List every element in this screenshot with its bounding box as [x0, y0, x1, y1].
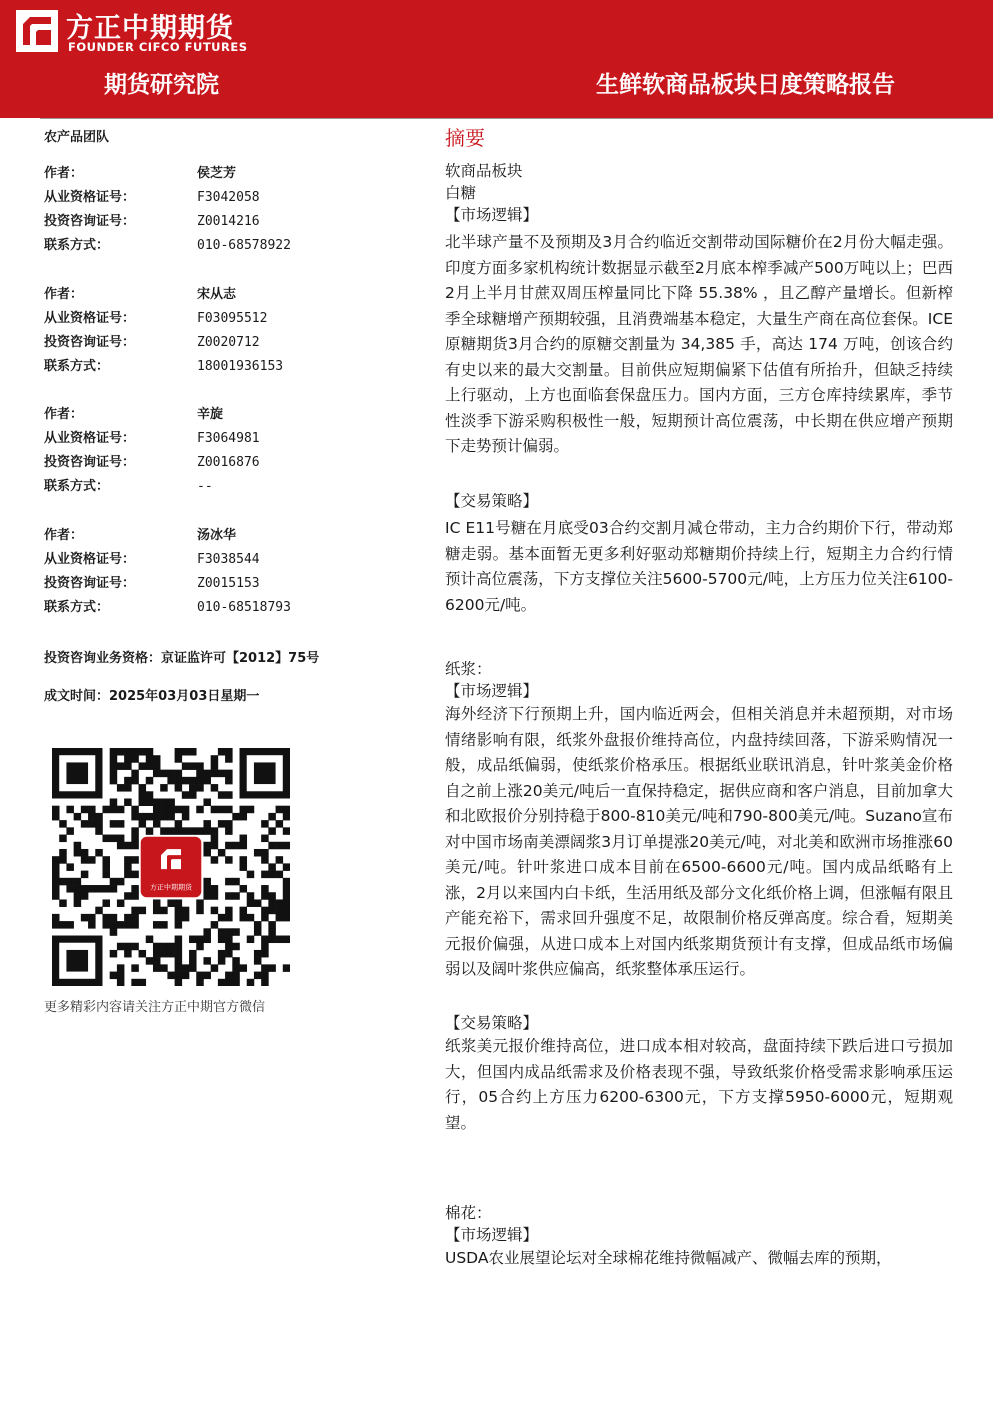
author-label: 作者：: [44, 528, 84, 543]
report-title: 生鲜软商品板块日度策略报告: [596, 72, 895, 98]
author-card: [44, 524, 404, 620]
contact-phone: 18001936153: [197, 359, 284, 374]
author-card: [44, 403, 404, 499]
author-name: 汤冰华: [197, 528, 237, 543]
consulting-number: Z0020712: [197, 335, 260, 350]
author-name: 宋从志: [197, 287, 237, 302]
consulting-label: 投资咨询证号：: [44, 576, 136, 591]
author-label: 作者：: [44, 287, 84, 302]
contact-label: 联系方式：: [44, 359, 110, 374]
logo-text-cn: 方正中期期货: [66, 13, 234, 44]
contact-label: 联系方式：: [44, 238, 110, 253]
market-logic-label: 【市场逻辑】: [445, 1226, 539, 1244]
summary-title: 摘要: [445, 126, 485, 150]
contact-phone: --: [197, 479, 213, 494]
consulting-label: 投资咨询证号：: [44, 335, 136, 350]
commodity-sugar-title: 白糖: [445, 184, 477, 202]
qualification-label: 从业资格证号：: [44, 431, 136, 446]
market-logic-label: 【市场逻辑】: [445, 206, 539, 224]
cotton-market-logic: USDA农业展望论坛对全球棉花维持微幅减产、微幅去库的预期，: [445, 1249, 892, 1267]
consulting-number: Z0015153: [197, 576, 260, 591]
market-logic-label: 【市场逻辑】: [445, 682, 539, 700]
license-statement: 投资咨询业务资格：京证监许可【2012】75号: [44, 651, 320, 666]
founder-logo-icon: [16, 10, 58, 52]
pulp-trade-strategy: 纸浆美元报价维持高位，进口成本相对较高，盘面持续下跌后进口亏损加大，但国内成品纸需求及价格表现不强，导致纸浆价格受需求影响承压运行，05合约上方压力6200-6300元，下方支撑5950-6000元，短期观望。: [445, 1037, 953, 1132]
qualification-number: F3064981: [197, 431, 260, 446]
contact-label: 联系方式：: [44, 600, 110, 615]
contact-phone: 010-68518793: [197, 600, 291, 615]
sugar-trade-strategy: IC E11号糖在月底受03合约交割月减仓带动，主力合约期价下行，带动郑糖走弱。基本面暂无更多利好驱动郑糖期价持续上行，短期主力合约行情预计高位震荡，下方支撑位关注5600-5700元/吨，上方压力位关注6100-6200元/吨。: [445, 519, 953, 614]
qr-caption: 更多精彩内容请关注方正中期官方微信: [44, 1000, 266, 1015]
sugar-market-logic: 北半球产量不及预期及3月合约临近交割带动国际糖价在2月份大幅走强。印度方面多家机构统计数据显示截至2月底本榨季减产500万吨以上；巴西2月上半月甘蔗双周压榨量同比下降 55.38% ，且乙醇产量增长。但新榨季全球糖增产预期较强，且消费端基本稳定，大量生产商在高位套保。ICE 原糖期货3月合约的原糖交割量为 34,385 手，高达 174 万吨，创该合约有史以来的最大交割量。目前供应短期偏紧下估值有所抬升，但缺乏持续上行驱动，上方也面临套保盘压力。国内方面，三方仓库持续累库，季节性淡季下游采购积极性一般，短期预计高位震荡，中长期在供应增产预期下走势预计偏弱。: [445, 233, 953, 455]
author-label: 作者：: [44, 407, 84, 422]
author-card: [44, 162, 404, 258]
consulting-label: 投资咨询证号：: [44, 214, 136, 229]
contact-label: 联系方式：: [44, 479, 110, 494]
qualification-number: F03095512: [197, 311, 268, 326]
author-card: [44, 283, 404, 379]
author-label: 作者：: [44, 166, 84, 181]
qualification-label: 从业资格证号：: [44, 311, 136, 326]
commodity-cotton-title: 棉花：: [445, 1204, 492, 1222]
pulp-market-logic: 海外经济下行预期上升，国内临近两会，但相关消息并未超预期，对市场情绪影响有限，纸浆外盘报价维持高位，内盘持续回落，下游采购情况一般，成品纸偏弱，使纸浆价格承压。根据纸业联讯消息，针叶浆美金价格自之前上涨20美元/吨后一直保持稳定，据供应商和客户消息，目前加拿大和北欧报价分别持稳于800-810美元/吨和790-800美元/吨。Suzano宣布对中国市场南美漂阔浆3月订单提涨20美元/吨，对北美和欧洲市场推涨60美元/吨。针叶浆进口成本目前在6500-6600元/吨。国内成品纸略有上涨，2月以来国内白卡纸，生活用纸及部分文化纸价格上调，但涨幅有限且产能充裕下，需求回升强度不足，故限制价格反弹高度。综合看，短期美元报价偏强，从进口成本上对国内纸浆期货预计有支撑，但成品纸市场偏弱以及阔叶浆供应偏高，纸浆整体承压运行。: [445, 705, 953, 978]
logo-text-en: FOUNDER CIFCO FUTURES: [68, 40, 248, 54]
qualification-label: 从业资格证号：: [44, 552, 136, 567]
department-title: 期货研究院: [104, 72, 219, 98]
publish-date: 成文时间：2025年03月03日星期一: [44, 689, 260, 704]
trade-strategy-label: 【交易策略】: [445, 1014, 539, 1032]
team-name: 农产品团队: [44, 130, 110, 145]
consulting-label: 投资咨询证号：: [44, 455, 136, 470]
contact-phone: 010-68578922: [197, 238, 291, 253]
qr-badge-text: 方正中期期货: [150, 883, 192, 892]
commodity-pulp-title: 纸浆：: [445, 660, 492, 678]
trade-strategy-label: 【交易策略】: [445, 492, 539, 510]
author-name: 侯芝芳: [197, 166, 237, 181]
qr-code-icon[interactable]: [52, 748, 290, 986]
qualification-label: 从业资格证号：: [44, 190, 136, 205]
consulting-number: Z0014216: [197, 214, 260, 229]
author-name: 辛旋: [197, 407, 224, 422]
qualification-number: F3042058: [197, 190, 260, 205]
sector-name: 软商品板块: [445, 162, 523, 180]
qualification-number: F3038544: [197, 552, 260, 567]
report-header: [0, 0, 993, 118]
header-divider: [40, 118, 993, 119]
consulting-number: Z0016876: [197, 455, 260, 470]
